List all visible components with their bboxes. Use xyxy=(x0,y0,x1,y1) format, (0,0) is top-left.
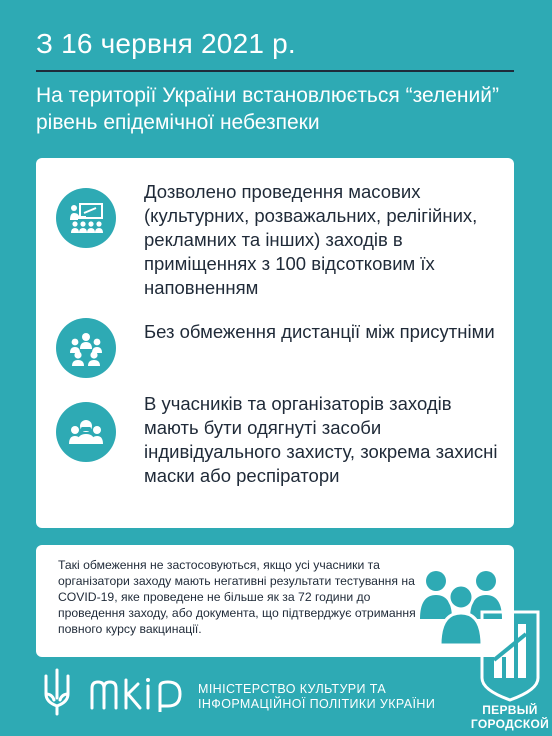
rule-item-text: В учасників та організаторів заходів мають бути одягнуті засоби індивідуального захисту, зокрема захисні маски або респіратори xyxy=(144,393,498,486)
page-headline: На території України встановлюється “зелений” рівень епідемічної небезпеки xyxy=(36,84,499,134)
watermark xyxy=(470,608,550,732)
header-rule xyxy=(36,70,514,72)
trident-icon xyxy=(42,668,72,721)
footer xyxy=(36,668,456,720)
rules-card xyxy=(36,158,514,528)
rule-item-text: Дозволено проведення масових (культурних, розважальних, релігійних, рекламних та інших) заходів в приміщеннях з 100 відсотковим їх наповненням xyxy=(144,181,478,298)
masked-people-icon xyxy=(56,402,116,462)
group-icon xyxy=(56,318,116,378)
watermark-line2: ГОРОДСКОЙ xyxy=(470,717,550,731)
rule-item-text: Без обмеження дистанції між присутніми xyxy=(144,321,495,342)
watermark-line1: ПЕРВЫЙ xyxy=(482,703,538,717)
page-date: З 16 червня 2021 р. xyxy=(36,28,296,59)
exception-note xyxy=(36,545,514,657)
presentation-icon xyxy=(56,188,116,248)
mkip-logo xyxy=(88,676,192,717)
exception-note-text: Такі обмеження не застосовуються, якщо усі учасники та організатори заходу мають негативні результати тестування на COVID-19, яке проведене не більше як за 72 години до проведення заходу, або документа, що підтверджує отримання повного курсу вакцинації. xyxy=(58,558,416,636)
shield-logo-icon xyxy=(478,608,542,709)
ministry-name: МІНІСТЕРСТВО КУЛЬТУРИ ТА ІНФОРМАЦІЙНОЇ ПОЛІТИКИ УКРАЇНИ xyxy=(198,682,436,711)
